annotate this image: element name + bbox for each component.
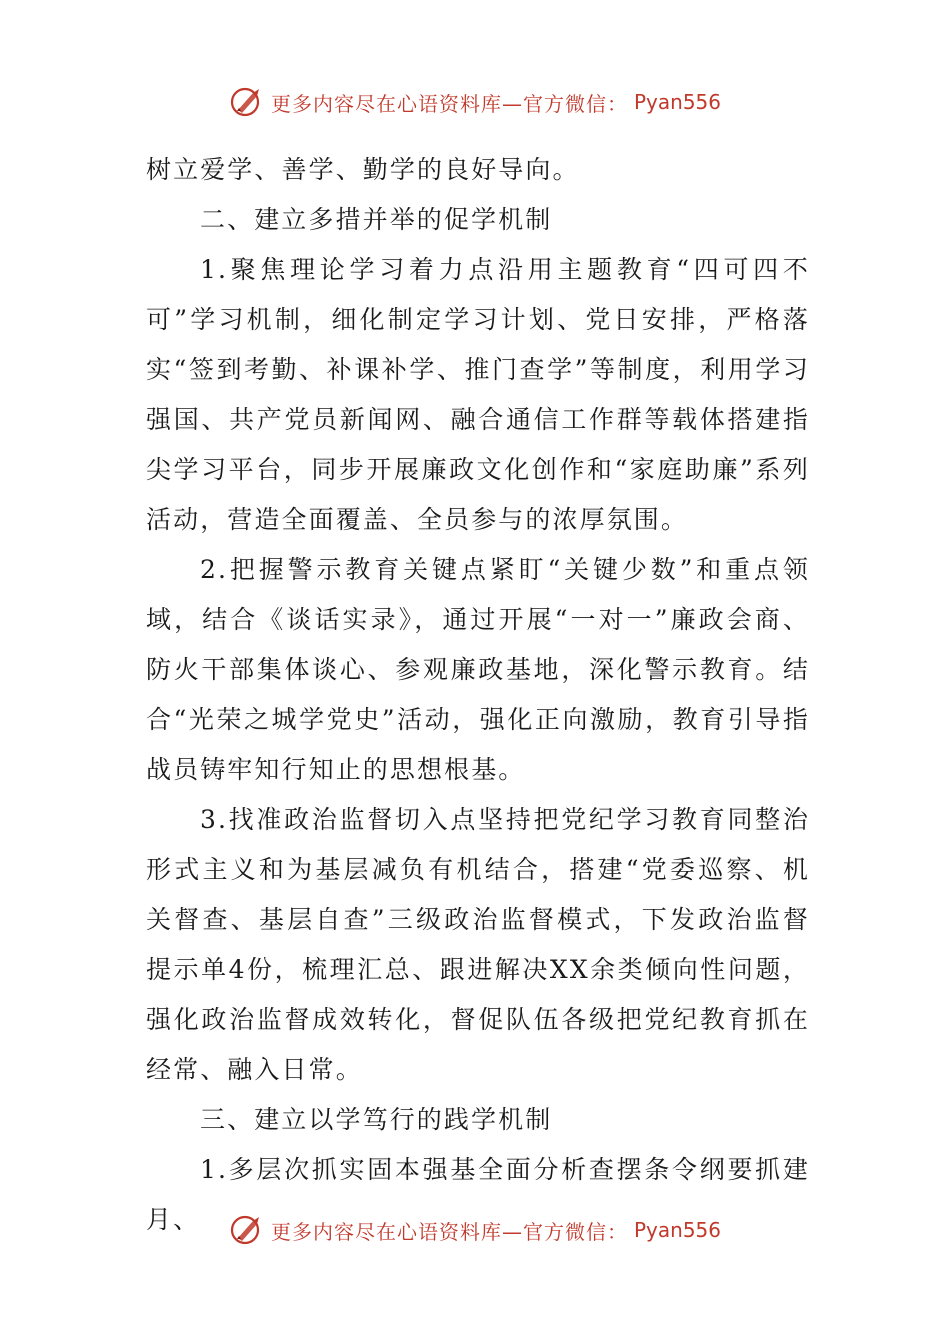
paragraph: 3.找准政治监督切入点坚持把党纪学习教育同整治形式主义和为基层减负有机结合，搭建“党委巡察、机关督查、基层自查”三级政治监督模式，下发政治监督提示单4份，梳理汇总、跟进解决XX余类倾向性问题，强化政治监督成效转化，督促队伍各级把党纪教育抓在经常、融入日常。 [146, 805, 810, 1084]
document-body [146, 145, 810, 1245]
header-watermark [0, 80, 950, 124]
watermark-text: 更多内容尽在心语资料库—官方微信： [270, 1219, 628, 1244]
paragraph: 2.把握警示教育关键点紧盯“关键少数”和重点领域，结合《谈话实录》，通过开展“一对一”廉政会商、防火干部集体谈心、参观廉政基地，深化警示教育。结合“光荣之城学党史”活动，强化正向激励，教育引导指战员铸牢知行知止的思想根基。 [146, 555, 810, 784]
section-heading: 二、建立多措并举的促学机制 [200, 205, 553, 234]
paragraph: 1.聚焦理论学习着力点沿用主题教育“四可四不可”学习机制，细化制定学习计划、党日安排，严格落实“签到考勤、补课补学、推门查学”等制度，利用学习强国、共产党员新闻网、融合通信工作群等载体搭建指尖学习平台，同步开展廉政文化创作和“家庭助廉”系列活动，营造全面覆盖、全员参与的浓厚氛围。 [146, 255, 810, 534]
paragraph: 1.多层次抓实固本强基全面分析查摆条令纲要抓建月、 [146, 1155, 810, 1234]
pen-circle-logo-icon [229, 84, 265, 120]
watermark-contact: Pyan556 [633, 90, 721, 114]
watermark-contact: Pyan556 [633, 1218, 721, 1242]
paragraph: 树立爱学、善学、勤学的良好导向。 [146, 155, 580, 184]
footer-watermark [0, 1208, 950, 1252]
section-heading: 三、建立以学笃行的践学机制 [200, 1105, 553, 1134]
pen-circle-logo-icon [229, 1212, 265, 1248]
watermark-text: 更多内容尽在心语资料库—官方微信： [270, 91, 628, 116]
